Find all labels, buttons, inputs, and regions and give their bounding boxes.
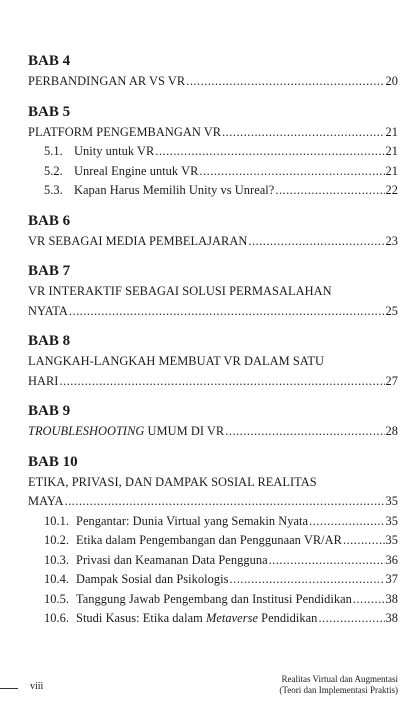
chapter-title: VR SEBAGAI MEDIA PEMBELAJARAN bbox=[28, 233, 248, 248]
dot-leader bbox=[60, 372, 385, 392]
section-title: 10.5. Tanggung Jawab Pengembang dan Institusi Pendidikan bbox=[44, 590, 352, 610]
toc-entry[interactable] bbox=[28, 72, 398, 92]
page-number: 21 bbox=[385, 163, 398, 178]
dot-leader bbox=[230, 570, 385, 590]
toc-subentry[interactable] bbox=[28, 512, 398, 532]
dot-leader bbox=[275, 181, 384, 201]
toc-entry[interactable] bbox=[28, 422, 398, 442]
section-number: 10.4. bbox=[44, 572, 70, 586]
page-number: 21 bbox=[385, 124, 398, 139]
dot-leader bbox=[186, 72, 384, 92]
page-number: 35 bbox=[385, 494, 398, 508]
section-title: 10.2. Etika dalam Pengembangan dan Penggunaan VR/AR bbox=[44, 531, 342, 551]
section-title: 5.1. Unity untuk VR bbox=[44, 142, 154, 162]
section-number: 10.5. bbox=[44, 591, 70, 606]
chapter-title: HARI bbox=[28, 373, 59, 388]
section-title: 10.4. Dampak Sosial dan Psikologis bbox=[44, 570, 229, 590]
page-number: 35 bbox=[385, 533, 398, 547]
footer-rule bbox=[0, 688, 18, 689]
page-number: 37 bbox=[385, 572, 398, 586]
toc-subentry[interactable] bbox=[28, 590, 398, 610]
chapter-label: BAB 5 bbox=[28, 103, 71, 120]
chapter-title: NYATA bbox=[28, 303, 68, 318]
chapter-title-line: VR INTERAKTIF SEBAGAI SOLUSI PERMASALAHAN bbox=[28, 284, 332, 298]
section-number: 10.2. bbox=[44, 533, 70, 547]
table-of-contents bbox=[28, 52, 398, 640]
section-title: 10.6. Studi Kasus: Etika dalam Metaverse Pendidikan bbox=[44, 609, 317, 629]
toc-subentry[interactable] bbox=[28, 142, 398, 162]
dot-leader bbox=[248, 232, 384, 252]
chapter-label: BAB 8 bbox=[28, 333, 71, 349]
toc-subentry[interactable] bbox=[28, 162, 398, 182]
dot-leader bbox=[65, 492, 385, 512]
page-number: 27 bbox=[385, 373, 398, 388]
book-title-line-2: (Teori dan Implementasi Praktis) bbox=[279, 685, 398, 695]
section-number: 5.1. bbox=[44, 144, 63, 158]
chapter-title: TROUBLESHOOTING UMUM DI VR bbox=[28, 424, 225, 438]
chapter-label: BAB 10 bbox=[28, 453, 78, 470]
section-title: 5.3. Kapan Harus Memilih Unity vs Unreal? bbox=[44, 181, 274, 201]
chapter-4 bbox=[28, 52, 398, 92]
dot-leader bbox=[225, 422, 384, 442]
chapter-label: BAB 9 bbox=[28, 403, 71, 419]
page-number: 28 bbox=[385, 424, 398, 438]
dot-leader bbox=[69, 302, 385, 322]
chapter-label: BAB 6 bbox=[28, 212, 71, 229]
dot-leader bbox=[343, 531, 385, 551]
page-number: 22 bbox=[385, 183, 398, 197]
toc-subentry[interactable] bbox=[28, 551, 398, 571]
page-number: 38 bbox=[385, 591, 398, 606]
section-number: 5.3. bbox=[44, 183, 63, 197]
page-number: 21 bbox=[385, 144, 398, 158]
section-number: 10.6. bbox=[44, 611, 70, 625]
chapter-10 bbox=[28, 453, 398, 629]
toc-subentry[interactable] bbox=[28, 181, 398, 201]
toc-entry[interactable] bbox=[28, 302, 398, 322]
chapter-title-line: LANGKAH-LANGKAH MEMBUAT VR DALAM SATU bbox=[28, 354, 325, 368]
page-number: 20 bbox=[385, 74, 398, 88]
section-number: 10.1. bbox=[44, 513, 70, 528]
chapter-title: MAYA bbox=[28, 494, 64, 508]
page-number: 23 bbox=[385, 233, 398, 248]
section-number: 10.3. bbox=[44, 552, 70, 567]
chapter-9 bbox=[28, 402, 398, 442]
chapter-title: PLATFORM PENGEMBANGAN VR bbox=[28, 124, 222, 139]
toc-subentry[interactable] bbox=[28, 609, 398, 629]
page-number: 35 bbox=[385, 513, 398, 528]
chapter-label: BAB 7 bbox=[28, 263, 71, 279]
dot-leader bbox=[222, 123, 384, 143]
toc-entry[interactable] bbox=[28, 123, 398, 143]
footer-page-number: viii bbox=[30, 681, 44, 692]
page-number: 38 bbox=[385, 611, 398, 625]
book-title-line-1: Realitas Virtual dan Augmentasi bbox=[281, 674, 398, 684]
toc-entry[interactable] bbox=[28, 492, 398, 512]
chapter-label: BAB 4 bbox=[28, 53, 71, 69]
dot-leader bbox=[318, 609, 384, 629]
dot-leader bbox=[199, 162, 384, 182]
chapter-title-line: ETIKA, PRIVASI, DAN DAMPAK SOSIAL REALITAS bbox=[28, 474, 317, 489]
chapter-title: PERBANDINGAN AR VS VR bbox=[28, 74, 186, 88]
section-title: 10.1. Pengantar: Dunia Virtual yang Semakin Nyata bbox=[44, 512, 308, 532]
chapter-8 bbox=[28, 332, 398, 391]
section-title: 10.3. Privasi dan Keamanan Data Pengguna bbox=[44, 551, 268, 571]
dot-leader bbox=[155, 142, 384, 162]
page-number: 25 bbox=[385, 303, 398, 318]
section-number: 5.2. bbox=[44, 163, 63, 178]
chapter-6 bbox=[28, 212, 398, 252]
toc-entry[interactable] bbox=[28, 232, 398, 252]
page-number: 36 bbox=[385, 552, 398, 567]
chapter-7 bbox=[28, 262, 398, 321]
toc-subentry[interactable] bbox=[28, 531, 398, 551]
toc-subentry[interactable] bbox=[28, 570, 398, 590]
dot-leader bbox=[353, 590, 385, 610]
section-title: 5.2. Unreal Engine untuk VR bbox=[44, 162, 198, 182]
footer-book-title bbox=[279, 674, 398, 696]
dot-leader bbox=[269, 551, 385, 571]
dot-leader bbox=[309, 512, 384, 532]
chapter-5 bbox=[28, 103, 398, 201]
toc-entry[interactable] bbox=[28, 372, 398, 392]
